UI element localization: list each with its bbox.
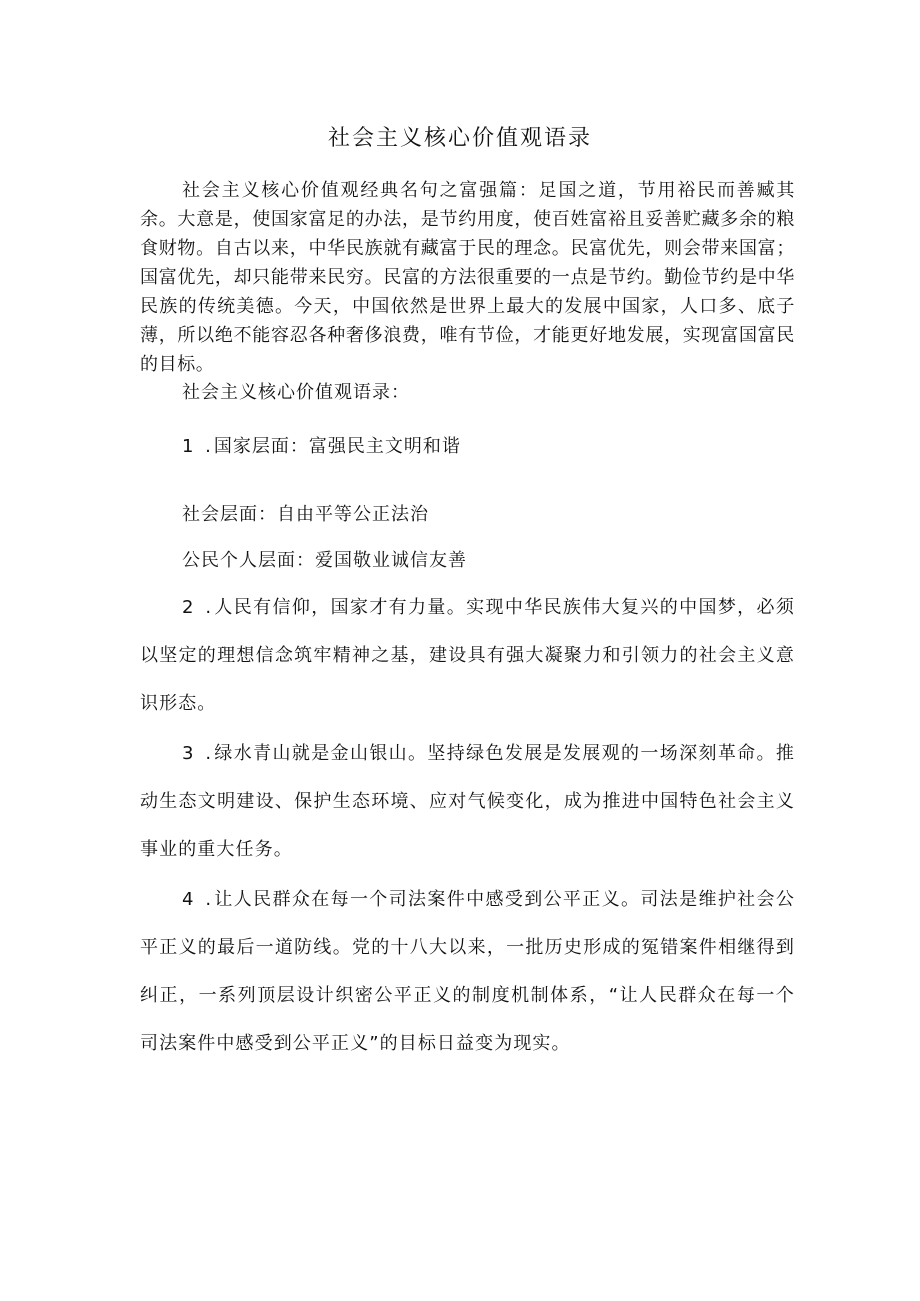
- quote-item-2: [140, 584, 795, 728]
- citizen-level-line: 公民个人层面：爱国敬业诚信友善: [182, 550, 467, 571]
- document-title: 社会主义核心价值观语录: [327, 126, 592, 151]
- quote-item-1-number: 1 .: [182, 436, 214, 457]
- quotes-heading: 社会主义核心价值观语录：: [182, 382, 410, 403]
- quote-item-3-text: 绿水青山就是金山银山。坚持绿色发展是发展观的一场深刻革命。推动生态文明建设、保护生态环境、应对气候变化，成为推进中国特色社会主义事业的重大任务。: [140, 743, 796, 860]
- intro-paragraph: 社会主义核心价值观经典名句之富强篇：足国之道，节用裕民而善臧其余。大意是，使国家富足的办法，是节约用度，使百姓富裕且妥善贮藏多余的粮食财物。自古以来，中华民族就有藏富于民的理念。民富优先，则会带来国富；国富优先，却只能带来民穷。民富的方法很重要的一点是节约。勤俭节约是中华民族的传统美德。今天，中国依然是世界上最大的发展中国家，人口多、底子薄，所以绝不能容忍各种奢侈浪费，唯有节俭，才能更好地发展，实现富国富民的目标。: [140, 180, 795, 375]
- quote-item-1-text: 国家层面：富强民主文明和谐: [213, 436, 461, 457]
- quote-item-2-number: 2 .: [182, 597, 215, 618]
- quote-item-2-text: 人民有信仰，国家才有力量。实现中华民族伟大复兴的中国梦，必须以坚定的理想信念筑牢精神之基，建设具有强大凝聚力和引领力的社会主义意识形态。: [140, 597, 796, 714]
- quote-item-4-number: 4 .: [182, 889, 215, 910]
- social-level-line: 社会层面：自由平等公正法治: [182, 504, 429, 525]
- quote-item-4-text: 让人民群众在每一个司法案件中感受到公平正义。司法是维护社会公平正义的最后一道防线。党的十八大以来，一批历史形成的冤错案件相继得到纠正，一系列顶层设计织密公平正义的制度机制体系，“让人民群众在每一个司法案件中感受到公平正义”的目标日益变为现实。: [140, 889, 796, 1054]
- quote-item-3-number: 3 .: [182, 743, 215, 764]
- quote-item-4: [140, 876, 795, 1068]
- quote-item-1: [140, 432, 795, 462]
- quote-item-3: [140, 730, 795, 874]
